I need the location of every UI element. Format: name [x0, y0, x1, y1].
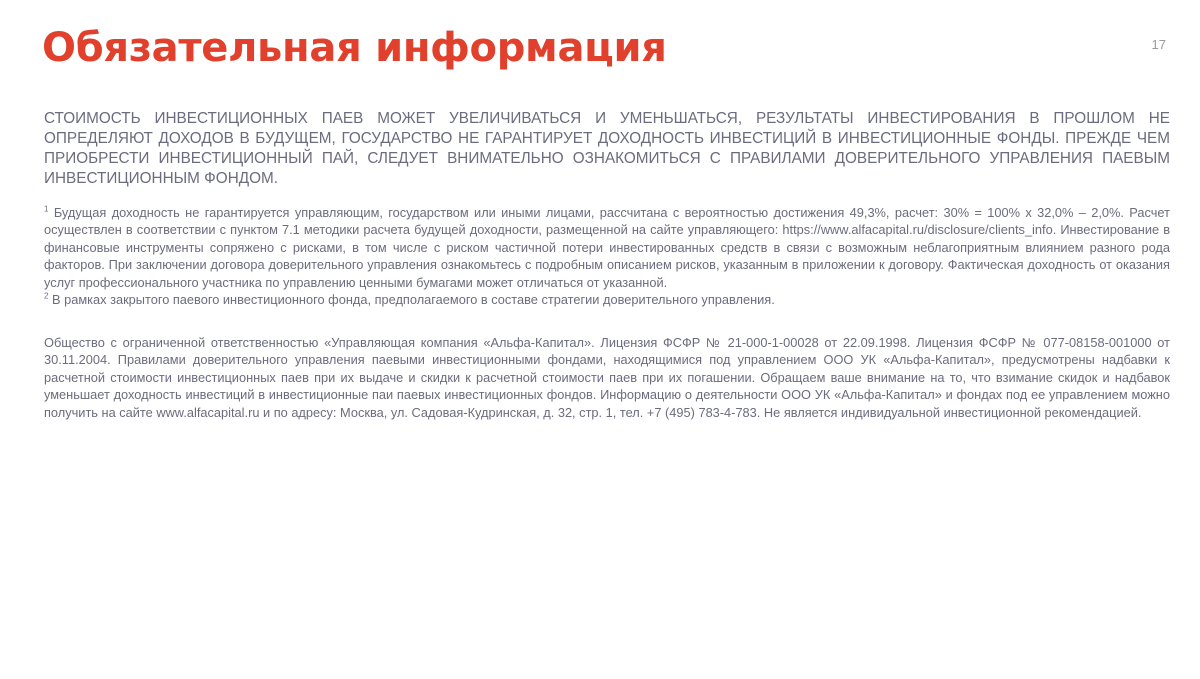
page-number: 17: [1151, 37, 1166, 52]
footnotes: [44, 204, 1170, 308]
page-title: Обязательная информация: [42, 25, 667, 71]
footnote-1: [44, 204, 1170, 291]
footnote-marker: 2: [44, 291, 49, 301]
footnote-2: [44, 291, 1170, 308]
footnote-text: Будущая доходность не гарантируется управляющим, государством или иными лицами, рассчитана с вероятностью достижения 49,3%, расчет: 30% = 100% x 32,0% – 2,0%. Расчет осуществлен в соответствии с пунктом 7.1 методики расчета будущей доходности, размещенной на сайте управляющего: https://www.alfacapital.ru/disclosure/clients_info. Инвестирование в финансовые инструменты сопряжено с рисками, в том числе с риском частичной потери инвестированных средств в связи с возможным неблагоприятным влиянием разного рода факторов. При заключении договора доверительного управления ознакомьтесь с подробным описанием рисков, указанным в приложении к договору. Фактическая доходность от оказания услуг профессионального участника по управлению ценными бумагами может отличаться от указанной.: [44, 205, 1170, 290]
risk-disclaimer: СТОИМОСТЬ ИНВЕСТИЦИОННЫХ ПАЕВ МОЖЕТ УВЕЛИЧИВАТЬСЯ И УМЕНЬШАТЬСЯ, РЕЗУЛЬТАТЫ ИНВЕСТИРОВАНИЯ В ПРОШЛОМ НЕ ОПРЕДЕЛЯЮТ ДОХОДОВ В БУДУЩЕМ, ГОСУДАРСТВО НЕ ГАРАНТИРУЕТ ДОХОДНОСТЬ ИНВЕСТИЦИЙ В ИНВЕСТИЦИОННЫЕ ФОНДЫ. ПРЕЖДЕ ЧЕМ ПРИОБРЕСТИ ИНВЕСТИЦИОННЫЙ ПАЙ, СЛЕДУЕТ ВНИМАТЕЛЬНО ОЗНАКОМИТЬСЯ С ПРАВИЛАМИ ДОВЕРИТЕЛЬНОГО УПРАВЛЕНИЯ ПАЕВЫМ ИНВЕСТИЦИОННЫМ ФОНДОМ.: [44, 110, 1170, 187]
footnote-text: В рамках закрытого паевого инвестиционного фонда, предполагаемого в составе стратегии доверительного управления.: [52, 292, 775, 308]
footnote-marker: 1: [44, 204, 49, 214]
legal-information: Общество с ограниченной ответственностью «Управляющая компания «Альфа-Капитал». Лицензия ФСФР № 21-000-1-00028 от 22.09.1998. Лицензия ФСФР № 077-08158-001000 от 30.11.2004. Правилами доверительного управления паевыми инвестиционными фондами, находящимися под управлением ООО УК «Альфа-Капитал», предусмотрены надбавки к расчетной стоимости инвестиционных паев при их выдаче и скидки к расчетной стоимости паев при их погашении. Обращаем ваше внимание на то, что взимание скидок и надбавок уменьшает доходность инвестиций в инвестиционные паи паевых инвестиционных фондов. Информацию о деятельности ООО УК «Альфа-Капитал» и фондах под ее управлением можно получить на сайте www.alfacapital.ru и по адресу: Москва, ул. Садовая-Кудринская, д. 32, стр. 1, тел. +7 (495) 783-4-783. Не является индивидуальной инвестиционной рекомендацией.: [44, 335, 1170, 420]
